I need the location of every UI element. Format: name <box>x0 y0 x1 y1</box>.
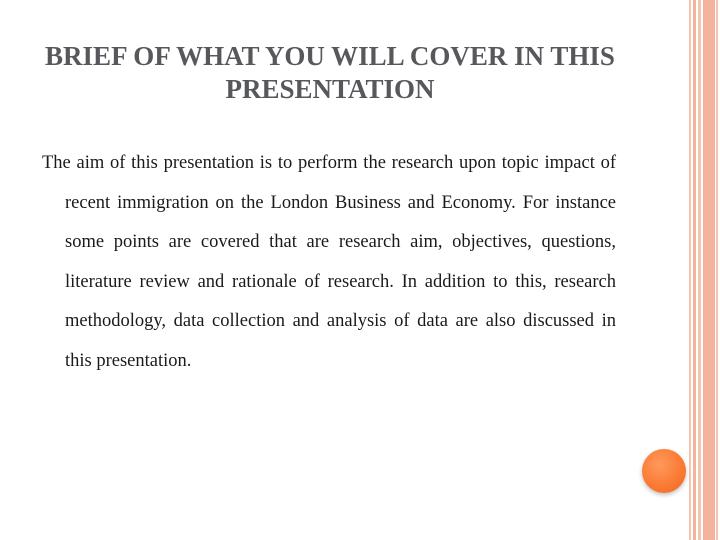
decorative-stripe <box>693 0 696 540</box>
orange-circle-icon <box>642 449 686 493</box>
decorative-stripe <box>703 0 715 540</box>
decorative-stripe <box>716 0 718 540</box>
slide-body-text: The aim of this presentation is to perform the research upon topic impact of recent immigration on the London Business and Economy. For instance some points are covered that are research aim, objectives, questions, literature review and rationale of research. In addition to this, research methodology, data collection and analysis of data are also discussed in this presentation. <box>42 153 616 371</box>
decorative-stripe <box>689 0 691 540</box>
decorative-stripe <box>698 0 701 540</box>
slide-title: BRIEF OF WHAT YOU WILL COVER IN THIS PRESENTATION <box>45 41 615 104</box>
